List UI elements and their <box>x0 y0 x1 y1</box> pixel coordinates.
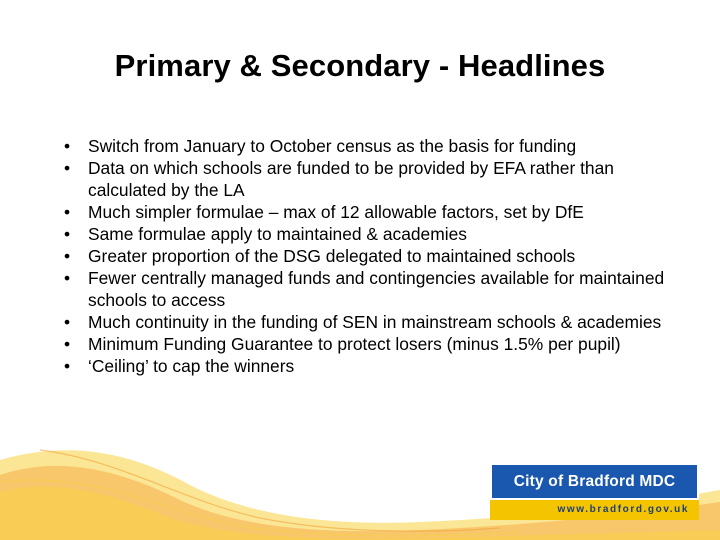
bullet-marker: • <box>63 202 71 222</box>
bullet-marker: • <box>63 312 71 332</box>
bullet-item <box>60 201 680 223</box>
logo-url: www.bradford.gov.uk <box>490 500 699 520</box>
bullet-marker: • <box>63 268 71 288</box>
bullet-item <box>60 223 680 245</box>
bullet-item <box>60 157 680 201</box>
bullet-text: Same formulae apply to maintained & academies <box>88 224 467 244</box>
bullet-item <box>60 355 680 377</box>
bullet-item <box>60 311 680 333</box>
bullet-text: Switch from January to October census as the basis for funding <box>88 136 577 156</box>
bullet-marker: • <box>63 246 71 266</box>
bullet-list <box>60 135 680 377</box>
bullet-text: Fewer centrally managed funds and contingencies available for maintained schools to access <box>88 268 665 310</box>
bullet-item <box>60 135 680 157</box>
bullet-text: Minimum Funding Guarantee to protect losers (minus 1.5% per pupil) <box>88 334 621 354</box>
bullet-text: Data on which schools are funded to be provided by EFA rather than calculated by the LA <box>88 158 614 200</box>
bullet-marker: • <box>63 136 71 156</box>
bullet-marker: • <box>63 356 71 376</box>
bullet-marker: • <box>63 334 71 354</box>
bullet-item <box>60 267 680 311</box>
bullet-text: Much continuity in the funding of SEN in mainstream schools & academies <box>88 312 662 332</box>
bradford-council-logo <box>490 463 699 520</box>
bullet-text: Much simpler formulae – max of 12 allowable factors, set by DfE <box>88 202 584 222</box>
bullet-text: Greater proportion of the DSG delegated to maintained schools <box>88 246 576 266</box>
bullet-item <box>60 333 680 355</box>
slide-title: Primary & Secondary - Headlines <box>114 48 606 83</box>
bullet-marker: • <box>63 158 71 178</box>
bullet-marker: • <box>63 224 71 244</box>
bullet-item <box>60 245 680 267</box>
bullet-text: ‘Ceiling’ to cap the winners <box>88 356 295 376</box>
logo-name: City of Bradford MDC <box>490 463 699 500</box>
